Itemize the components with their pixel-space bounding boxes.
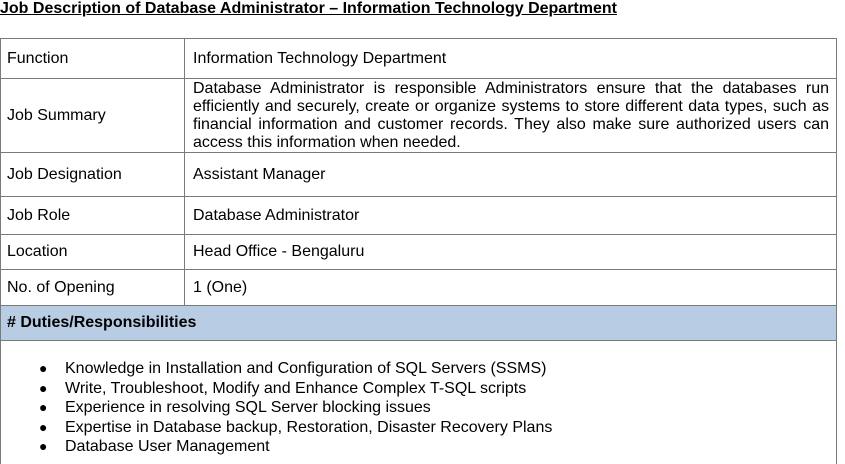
duty-text: Experience in resolving SQL Server blocking issues	[65, 399, 431, 416]
bullet-icon: ●	[39, 379, 48, 396]
row-value: Assistant Manager	[185, 153, 837, 197]
bullet-icon: ●	[39, 399, 48, 415]
duties-header: # Duties/Responsibilities	[1, 306, 837, 341]
table-row-location	[1, 235, 837, 270]
duties-body	[1, 341, 837, 464]
row-value: Head Office - Bengaluru	[185, 235, 837, 270]
document-title: Job Description of Database Administrator – Information Technology Department	[0, 0, 617, 17]
duty-text: Write, Troubleshoot, Modify and Enhance Complex T-SQL scripts	[65, 379, 527, 397]
duties-header-row	[1, 306, 837, 341]
bullet-icon: ●	[39, 438, 48, 454]
row-label: Job Role	[1, 197, 185, 235]
row-label: Job Designation	[1, 153, 185, 197]
list-item	[39, 398, 830, 418]
table-row-no-of-opening	[1, 270, 837, 306]
row-value: 1 (One)	[185, 270, 837, 306]
duties-list	[7, 359, 830, 457]
table-row-job-role	[1, 197, 837, 235]
list-item	[39, 418, 830, 438]
job-summary-text: Database Administrator is responsible Administrators ensure that the databases run efficiently and securely, create or organize systems to store different data types, such as financial information and customer records. They also make sure authorized users can access this information when needed.	[193, 79, 829, 151]
list-item	[39, 437, 830, 457]
row-label: Function	[1, 39, 185, 79]
table-row-job-summary	[1, 79, 837, 153]
duties-body-row	[1, 341, 837, 464]
duty-text: Knowledge in Installation and Configuration of SQL Servers (SSMS)	[65, 360, 547, 377]
duty-text: Expertise in Database backup, Restoration, Disaster Recovery Plans	[65, 418, 553, 436]
row-value: Database Administrator	[185, 197, 837, 235]
list-item	[39, 359, 830, 379]
list-item	[39, 379, 830, 399]
bullet-icon: ●	[39, 360, 48, 376]
bullet-icon: ●	[39, 418, 48, 435]
row-value: Information Technology Department	[185, 39, 837, 79]
row-label: No. of Opening	[1, 270, 185, 306]
row-label: Job Summary	[1, 79, 185, 153]
row-label: Location	[1, 235, 185, 270]
job-description-table	[0, 38, 837, 464]
duty-text: Database User Management	[65, 438, 270, 455]
table-row-function	[1, 39, 837, 79]
table-row-job-designation	[1, 153, 837, 197]
row-value	[185, 79, 837, 153]
